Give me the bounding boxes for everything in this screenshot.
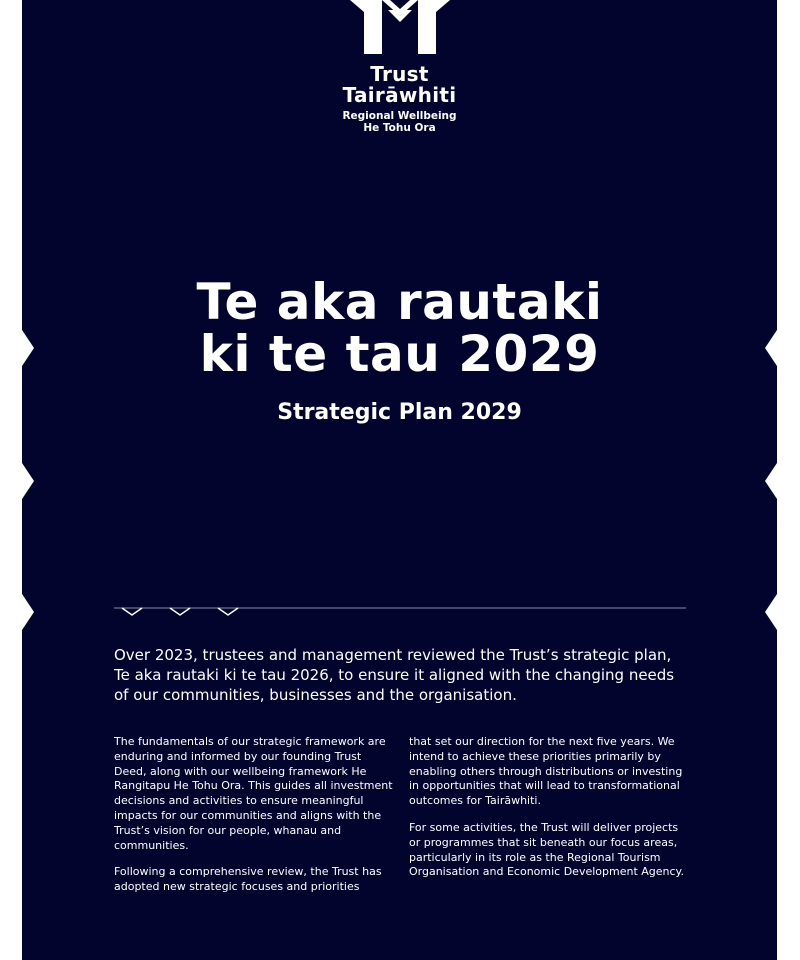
pou-logo-icon bbox=[350, 0, 450, 56]
page-subtitle: Strategic Plan 2029 bbox=[277, 400, 522, 425]
trust-logo bbox=[22, 0, 777, 134]
logo-name-line1: Trust bbox=[370, 62, 429, 86]
page-title-line1: Te aka rautaki bbox=[196, 273, 603, 331]
logo-tagline bbox=[22, 110, 777, 134]
body-paragraph: Following a comprehensive review, the Trust has adopted new strategic focuses and priorities bbox=[114, 865, 382, 894]
edge-notch-right bbox=[765, 594, 777, 630]
logo-wordmark bbox=[22, 64, 777, 106]
logo-name-line2: Tairāwhiti bbox=[342, 83, 457, 107]
body-paragraph: that set our direction for the next five years. We intend to achieve these priorities primarily by enabling others through distributions or investing in opportunities that will lead to transformational outcomes for Tairāwhiti. bbox=[409, 735, 683, 808]
logo-tagline-line2: He Tohu Ora bbox=[363, 122, 436, 134]
chevron-divider bbox=[114, 601, 686, 619]
body-paragraph: The fundamentals of our strategic framework are enduring and informed by our founding Trust Deed, along with our wellbeing framework He Rangitapu He Tohu Ora. This guides all investment decisions and activities to ensure meaningful impacts for our communities and aligns with the Trust’s vision for our people, whanau and communities. bbox=[114, 735, 393, 852]
body-column-left bbox=[114, 735, 394, 907]
edge-notch-left bbox=[22, 594, 34, 630]
edge-notch-right bbox=[765, 463, 777, 499]
edge-notch-left bbox=[22, 463, 34, 499]
body-paragraph: For some activities, the Trust will deliver projects or programmes that sit beneath our focus areas, particularly in its role as the Regional Tourism Organisation and Economic Development Agency. bbox=[409, 820, 684, 879]
page-title-line2: ki te tau 2029 bbox=[199, 325, 600, 383]
intro-paragraph: Over 2023, trustees and management reviewed the Trust’s strategic plan, Te aka rautaki ki te tau 2026, to ensure it aligned with the changing needs of our communities, businesses and the organisation. bbox=[114, 646, 675, 704]
page-title bbox=[22, 273, 777, 383]
document-page bbox=[22, 0, 777, 960]
body-column-right bbox=[409, 735, 689, 892]
logo-tagline-line1: Regional Wellbeing bbox=[342, 110, 457, 122]
